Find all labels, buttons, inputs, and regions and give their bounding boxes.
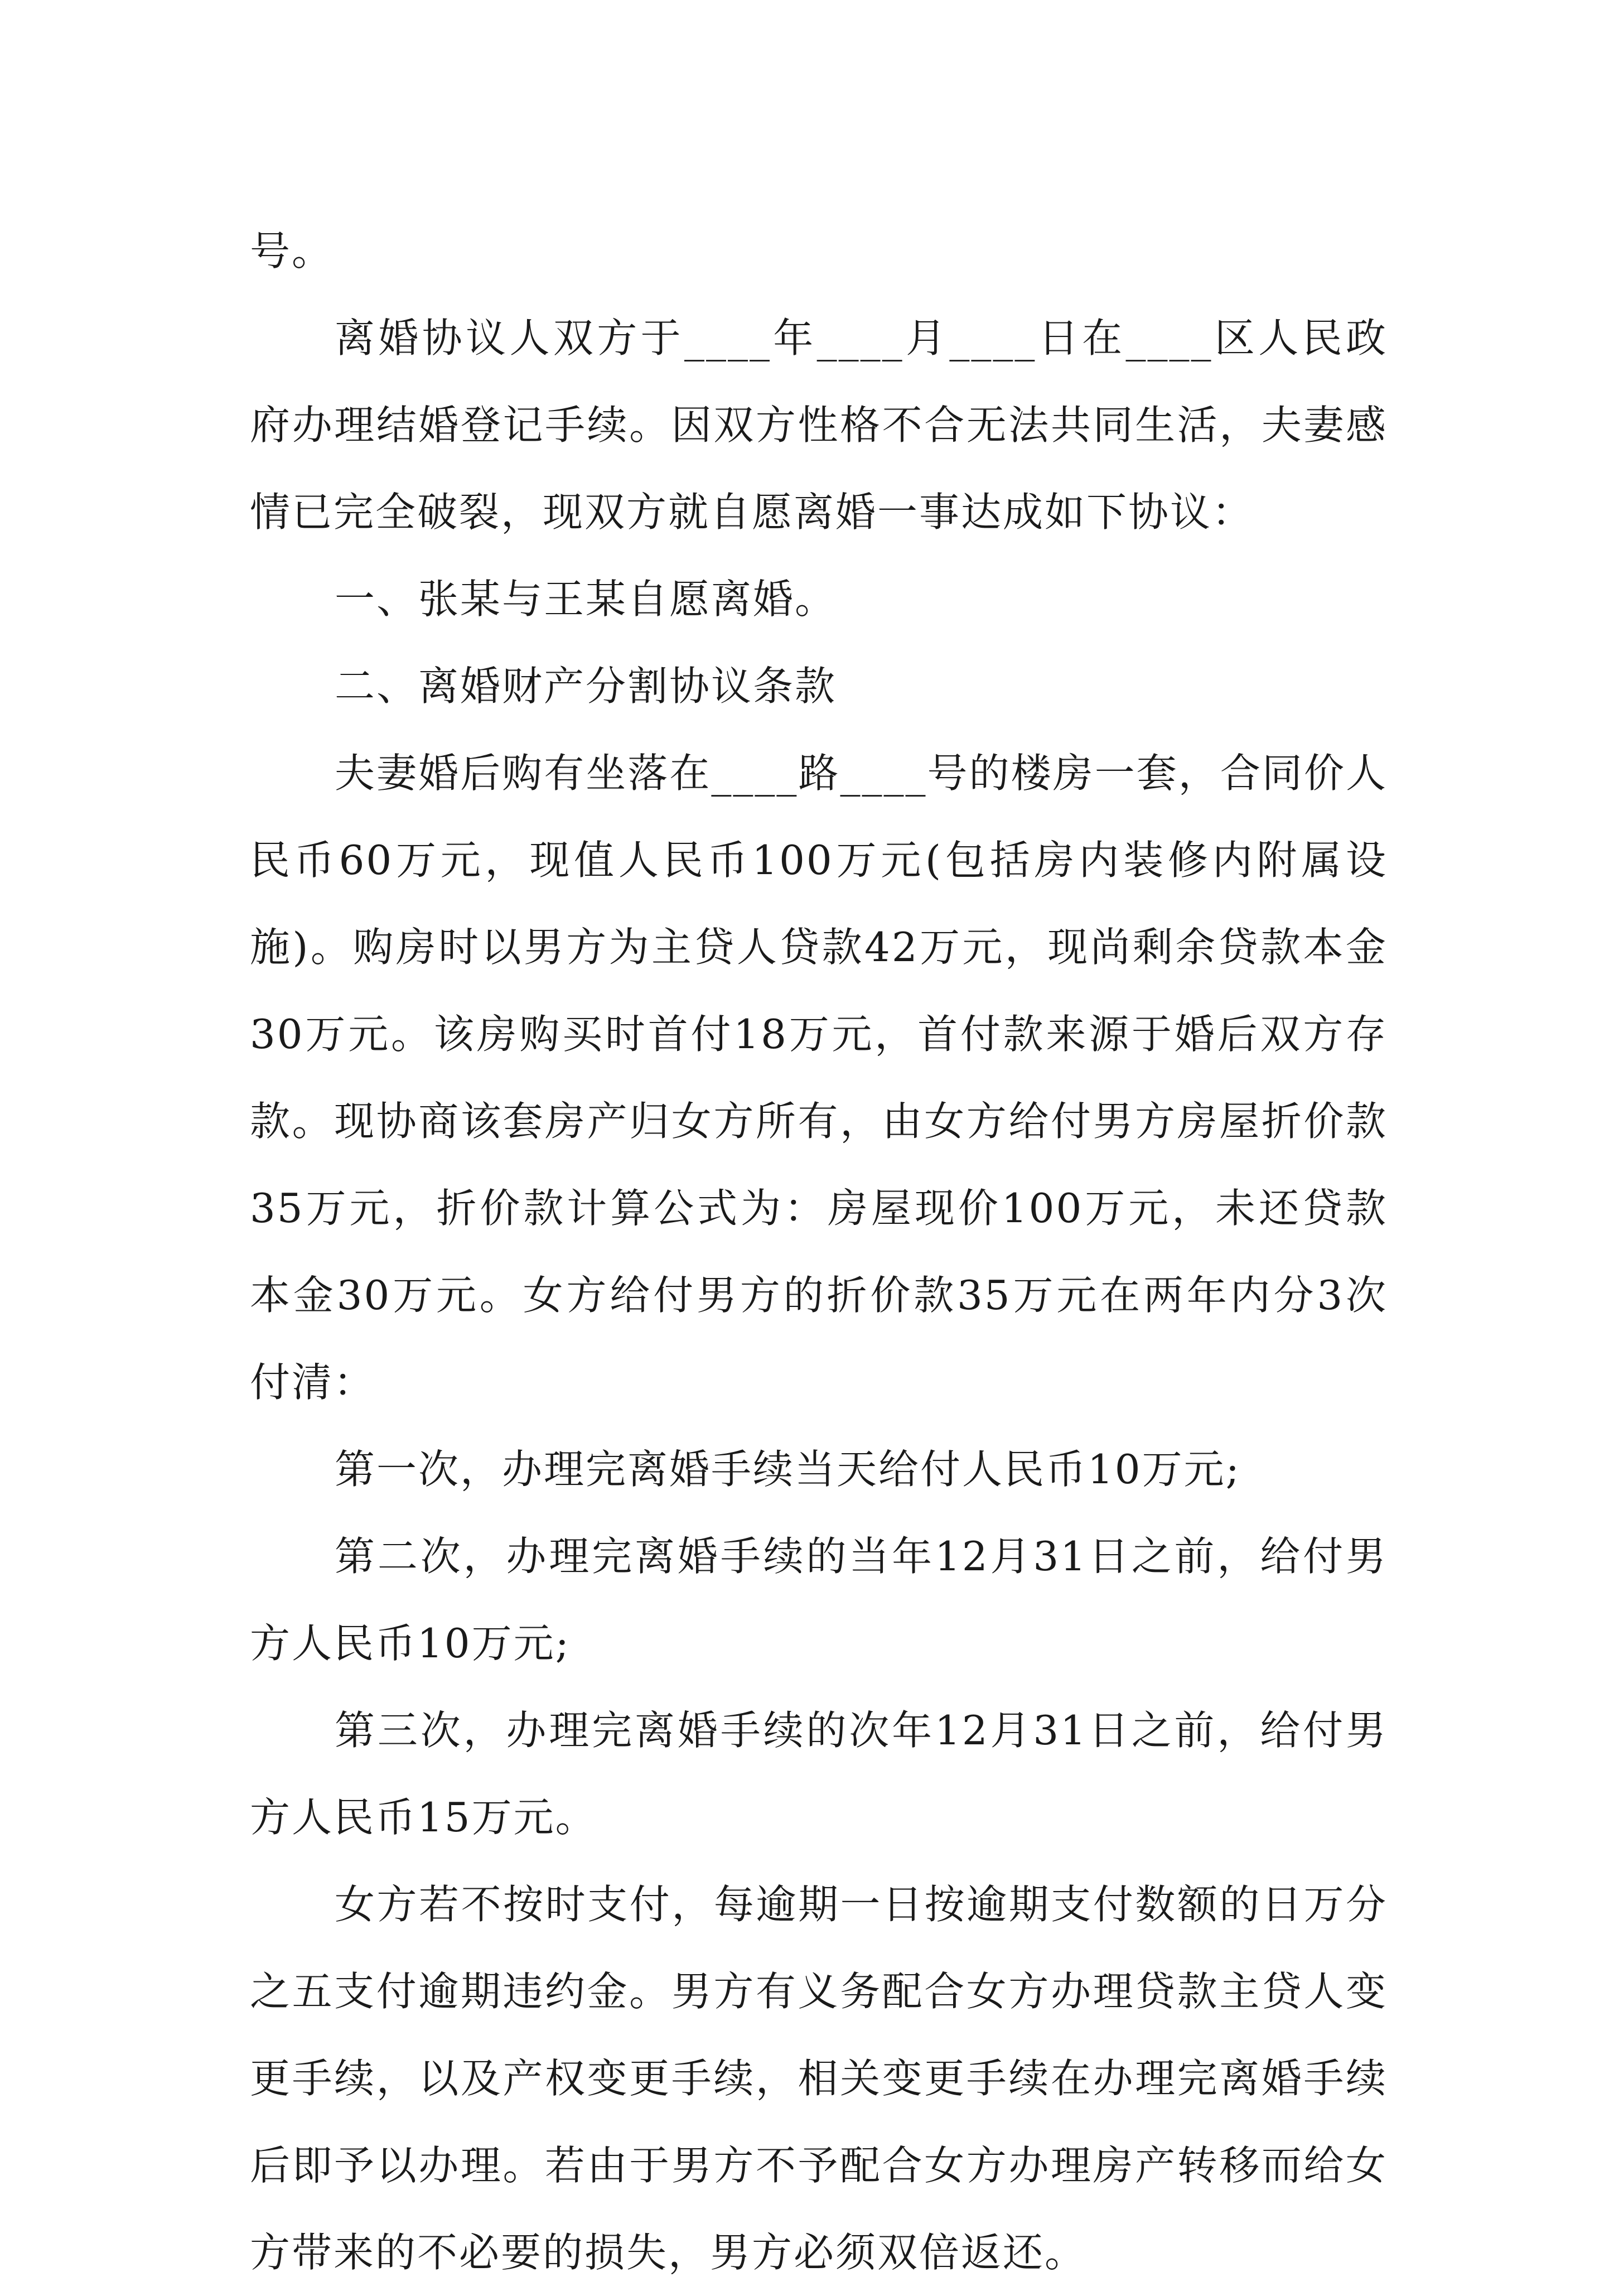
clause-2-heading: 二、离婚财产分割协议条款 <box>335 663 837 710</box>
paragraph-continuation: 号。 <box>250 228 334 274</box>
payment-second: 第二次，办理完离婚手续的当年12月31日之前，给付男方人民币10万元; <box>250 1533 1388 1667</box>
payment-third: 第三次，办理完离婚手续的次年12月31日之前，给付男方人民币15万元。 <box>250 1707 1388 1841</box>
payment-first: 第一次，办理完离婚手续当天给付人民币10万元; <box>335 1446 1241 1493</box>
paragraph-intro: 离婚协议人双方于____年____月____日在____区人民政府办理结婚登记手续。因双方性格不合无法共同生活，夫妻感情已完全破裂，现双方就自愿离婚一事达成如下协议： <box>250 315 1388 536</box>
clause-1: 一、张某与王某自愿离婚。 <box>335 576 837 623</box>
paragraph-penalty: 女方若不按时支付，每逾期一日按逾期支付数额的日万分之五支付逾期违约金。男方有义务配合女方办理贷款主贷人变更手续，以及产权变更手续，相关变更手续在办理完离婚手续后即予以办理。若由于男方不予配合女方办理房产转移而给女方带来的不必要的损失，男方必须双倍返还。 <box>250 1881 1388 2276</box>
paragraph-property: 夫妻婚后购有坐落在____路____号的楼房一套，合同价人民币60万元，现值人民币100万元(包括房内装修内附属设施)。购房时以男方为主贷人贷款42万元，现尚剩余贷款本金30万元。该房购买时首付18万元，首付款来源于婚后双方存款。现协商该套房产归女方所有，由女方给付男方房屋折价款35万元，折价款计算公式为：房屋现价100万元，未还贷款本金30万元。女方给付男方的折价款35万元在两年内分3次付清： <box>250 750 1388 1406</box>
document-body <box>250 208 1388 2296</box>
